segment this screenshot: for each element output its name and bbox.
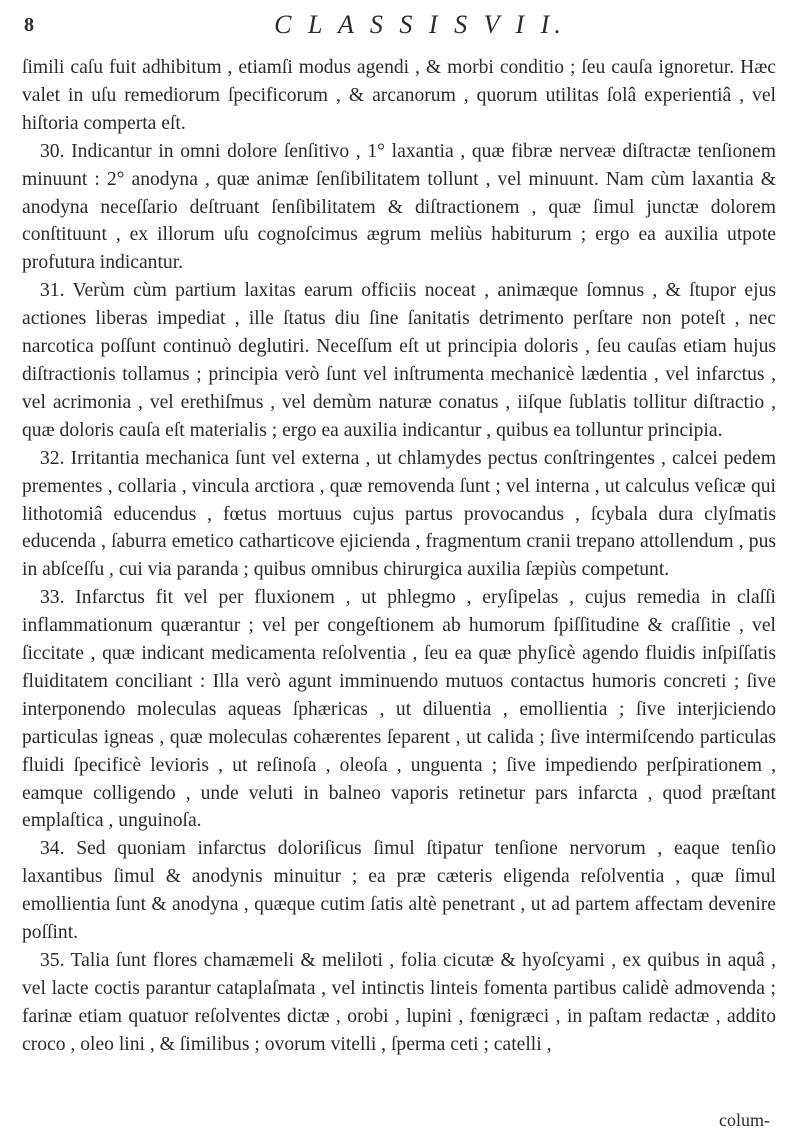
page-number: 8 bbox=[24, 14, 34, 36]
paragraph-32: 32. Irritantia mechanica ſunt vel externa , ut chlamydes pectus conſtringentes , calcei pedem prementes , collaria , vincula arctiora , quæ removenda ſunt ; vel interna , ut calculus veſicæ qui lithotomiâ educendus , fœtus mortuus cujus partus provocandus , ſcybala dura clyſmatis educenda , ſaburra emetico catharticove ejicienda , fragmentum cranii trepano attollendum , pus in abſceſſu , cui via paranda ; quibus omnibus chirurgica auxilia ſæpiùs competunt. bbox=[22, 447, 776, 581]
paragraph-31: 31. Verùm cùm partium laxitas earum officiis noceat , animæque ſomnus , & ſtupor ejus actiones liberas impediat , ille ſtatus diu ſine ſanitatis detrimento perſtare non poteſt , nec narcotica poſſunt continuò deglutiri. Neceſſum eſt ut principia doloris , ſeu cauſas etiam hujus diſtractionis tollamus ; principia verò ſunt vel inſtrumenta mechanicè lædentia , vel infarctus , vel acrimonia , vel erethiſmus , vel demùm naturæ conatus , iiſque ſublatis tollitur diſtractio , quæ doloris cauſa eſt materialis ; ergo ea auxilia indicantur , quibus ea tolluntur principia. bbox=[22, 280, 776, 441]
paragraph-34: 34. Sed quoniam infarctus doloriſicus ſimul ſtipatur tenſione nervorum , eaque tenſio laxantibus ſimul & anodynis minuitur ; ea præ cæteris eligenda reſolventia , quæ ſimul emollientia ſunt & anodyna , quæque cutim ſatis altè penetrant , ut ad partem affectam devenire poſſint. bbox=[22, 838, 776, 944]
catchword: colum- bbox=[719, 1110, 770, 1130]
paragraph-33: 33. Infarctus fit vel per fluxionem , ut phlegmo , eryſipelas , cujus remedia in claſſi inflammationum quærantur ; vel per congeſtionem ab humorum ſpiſſitudine & craſſitie , vel ſiccitate , quæ indicant medicamenta reſolventia , ſeu ea quæ phyſicè agendo fluidis inſpiſſatis fluiditatem conciliant : Illa verò agunt imminuendo mutuos contactus humoris concreti ; ſive interponendo moleculas aqueas ſphæricas , ut diluentia , emollientia ; ſive interjiciendo particulas igneas , quæ moleculas cohærentes ſeparent , ut calida ; ſive intermiſcendo particulas fluidi ſpecificè levioris , ut reſinoſa , oleoſa , unguenta ; ſive impediendo perſpirationem , eamque colligendo , unde veluti in balneo vaporis retinetur pars infarcta , quod præſtant emplaſtica , unguinoſa. bbox=[22, 587, 776, 832]
paragraph-continuation: ſimili caſu fuit adhibitum , etiamſi modus agendi , & morbi conditio ; ſeu cauſa ignoretur. Hæc valet in uſu remediorum ſpecificorum , & arcanorum , quorum utilitas ſolâ experientiâ , vel hiſtoria comperta eſt. bbox=[22, 57, 776, 134]
paragraph-30: 30. Indicantur in omni dolore ſenſitivo , 1° laxantia , quæ fibræ nerveæ diſtractæ tenſionem minuunt : 2° anodyna , quæ animæ ſenſibilitatem tollunt , vel minuunt. Nam cùm laxantia & anodyna neceſſario deſtruant ſenſibilitatem & diſtractionem , quæ ſimul junctæ dolorem conſtituunt , ex illorum uſu cognoſcimus ægrum meliùs habiturum ; ergo ea auxilia utpote profutura indicantur. bbox=[22, 140, 776, 274]
running-title: C L A S S I S V I I. bbox=[274, 10, 566, 39]
paragraph-35: 35. Talia ſunt flores chamæmeli & meliloti , folia cicutæ & hyoſcyami , ex quibus in aquâ , vel lacte coctis parantur cataplaſmata , vel intinctis linteis fomenta partibus calidè admovenda ; farinæ etiam quatuor reſolventes dictæ , orobi , lupini , fœnigræci , in paſtam redactæ , addito croco , oleo lini , & ſimilibus ; ovorum vitelli , ſperma ceti ; catelli , bbox=[22, 950, 776, 1055]
body-text bbox=[22, 54, 776, 1059]
